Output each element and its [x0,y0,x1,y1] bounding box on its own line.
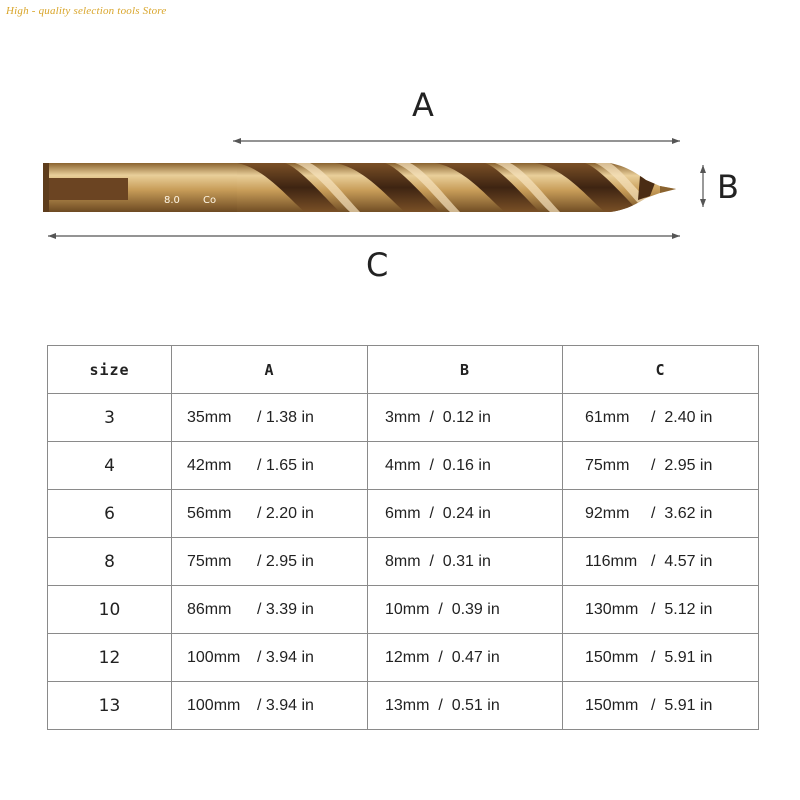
c-cell [563,394,759,442]
size-cell: 8 [48,538,172,586]
b-mm-value: 12mm [385,648,430,666]
unit-separator: / [651,552,665,570]
a-in-value: 1.65 in [265,456,314,474]
unit-separator: / [257,696,266,714]
a-mm-value: 56mm [187,504,232,522]
dimension-c-arrow-right [672,233,680,239]
unit-separator: / [429,648,452,666]
c-mm-value: 75mm [585,456,630,474]
header-b: B [368,346,563,394]
table-row [48,490,759,538]
a-cell [172,682,368,730]
unit-separator: / [257,648,266,666]
table-row [48,586,759,634]
unit-separator: / [651,456,665,474]
a-in-value: 3.39 in [265,600,314,618]
b-mm-value: 8mm [385,552,421,570]
a-cell [172,442,368,490]
engraving-material: Co [203,195,217,206]
b-cell [368,538,563,586]
a-cell [172,490,368,538]
unit-separator: / [257,600,266,618]
dimension-b-arrow-top [700,165,706,173]
unit-separator: / [420,456,443,474]
b-cell [368,490,563,538]
b-mm-value: 10mm [385,600,430,618]
c-in-value: 5.91 in [664,696,713,714]
table-header-row [48,346,759,394]
dimension-c-arrow-left [48,233,56,239]
size-cell: 13 [48,682,172,730]
unit-separator: / [651,648,665,666]
b-cell [368,394,563,442]
drill-bit-illustration [0,0,800,320]
unit-separator: / [257,504,266,522]
store-watermark: High - quality selection tools Store [6,5,167,17]
a-mm-value: 100mm [187,696,241,714]
dimension-a-label: A [412,86,434,124]
b-cell [368,586,563,634]
engraving-size: 8.0 [164,195,180,206]
a-cell [172,634,368,682]
a-mm-value: 42mm [187,456,232,474]
unit-separator: / [651,408,665,426]
c-in-value: 2.95 in [664,456,713,474]
c-mm-value: 130mm [585,600,639,618]
c-in-value: 3.62 in [664,504,713,522]
header-c: C [563,346,759,394]
c-in-value: 2.40 in [664,408,713,426]
a-mm-value: 100mm [187,648,241,666]
c-mm-value: 150mm [585,696,639,714]
c-in-value: 4.57 in [664,552,713,570]
b-in-value: 0.47 in [451,648,500,666]
c-cell [563,634,759,682]
b-in-value: 0.31 in [442,552,491,570]
size-cell: 10 [48,586,172,634]
header-a: A [172,346,368,394]
drill-shank-flat [48,178,128,200]
unit-separator: / [651,600,665,618]
b-in-value: 0.12 in [442,408,491,426]
size-cell: 12 [48,634,172,682]
b-cell [368,682,563,730]
c-cell [563,586,759,634]
dimension-b-label: B [717,168,739,206]
size-cell: 6 [48,490,172,538]
a-in-value: 2.95 in [265,552,314,570]
c-cell [563,538,759,586]
unit-separator: / [429,696,452,714]
a-in-value: 3.94 in [265,696,314,714]
table-row [48,682,759,730]
c-mm-value: 61mm [585,408,630,426]
unit-separator: / [651,504,665,522]
b-mm-value: 13mm [385,696,430,714]
b-cell [368,634,563,682]
c-cell [563,682,759,730]
a-in-value: 3.94 in [265,648,314,666]
c-in-value: 5.91 in [664,648,713,666]
drill-bit-diagram [0,0,800,320]
unit-separator: / [429,600,452,618]
size-spec-table [47,345,759,730]
a-mm-value: 35mm [187,408,232,426]
unit-separator: / [257,552,266,570]
unit-separator: / [420,552,443,570]
header-size: size [48,346,172,394]
table-row [48,634,759,682]
a-cell [172,538,368,586]
dimension-c-label: C [366,246,389,284]
b-mm-value: 6mm [385,504,421,522]
table-row [48,442,759,490]
b-in-value: 0.51 in [451,696,500,714]
c-mm-value: 116mm [585,552,638,570]
table-row [48,538,759,586]
unit-separator: / [420,408,443,426]
b-in-value: 0.24 in [442,504,491,522]
b-in-value: 0.39 in [451,600,500,618]
size-cell: 3 [48,394,172,442]
c-mm-value: 92mm [585,504,630,522]
size-cell: 4 [48,442,172,490]
a-mm-value: 86mm [187,600,232,618]
b-in-value: 0.16 in [442,456,491,474]
b-cell [368,442,563,490]
unit-separator: / [257,408,266,426]
unit-separator: / [651,696,665,714]
b-mm-value: 4mm [385,456,421,474]
a-cell [172,394,368,442]
dimension-b-arrow-bottom [700,199,706,207]
a-cell [172,586,368,634]
dimension-a-arrow-right [672,138,680,144]
c-cell [563,490,759,538]
drill-flutes [237,163,687,213]
a-mm-value: 75mm [187,552,232,570]
drill-tip [660,186,676,193]
a-in-value: 1.38 in [265,408,314,426]
c-cell [563,442,759,490]
b-mm-value: 3mm [385,408,421,426]
dimension-a-arrow-left [233,138,241,144]
c-mm-value: 150mm [585,648,639,666]
unit-separator: / [420,504,443,522]
c-in-value: 5.12 in [664,600,713,618]
a-in-value: 2.20 in [265,504,314,522]
table-row [48,394,759,442]
unit-separator: / [257,456,266,474]
